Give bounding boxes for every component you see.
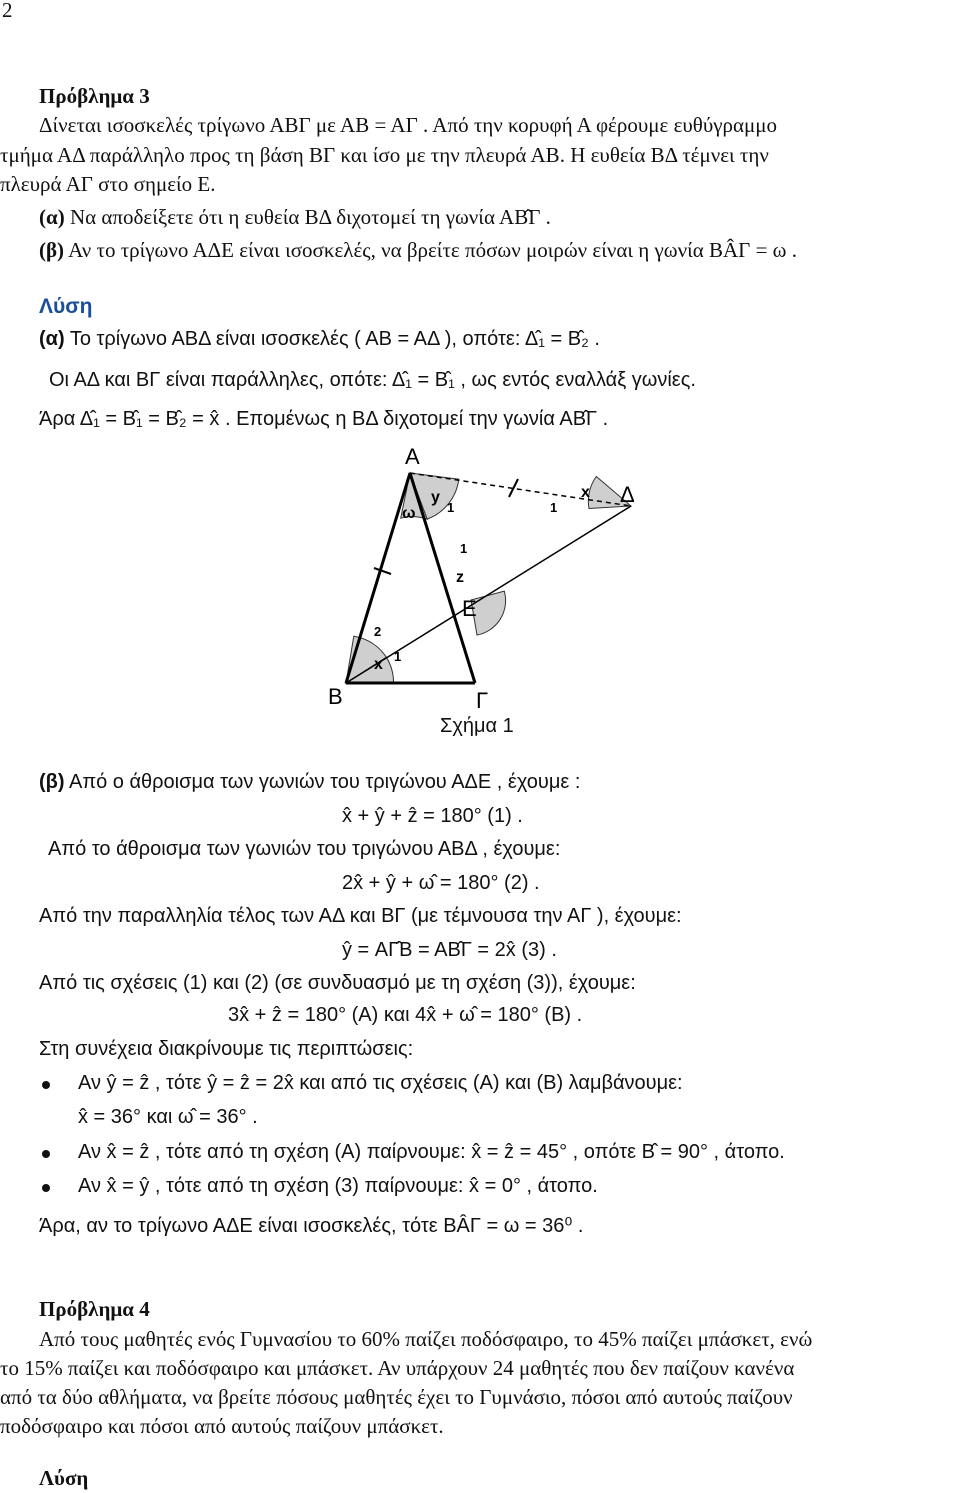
figure-caption: Σχήμα 1 xyxy=(440,715,514,737)
angle-label-1-a: 1 xyxy=(447,500,455,515)
solution-b-line-3: Από το άθροισμα των γωνιών του τριγώνου ΑΒΔ , έχουμε: xyxy=(48,838,561,860)
tick-mark-ab xyxy=(374,568,391,574)
angle-label-y: y xyxy=(431,489,440,506)
case-2: Αν x̂ = ẑ , τότε από τη σχέση (Α) παίρνουμε: x̂ = ẑ = 45° , οπότε Β̂ = 90° , άτοπο. xyxy=(78,1141,785,1163)
problem-3-part-a xyxy=(39,204,551,230)
bullet-3 xyxy=(42,1184,50,1192)
angle-label-2-b: 2 xyxy=(374,624,382,639)
figure-triangle-diagram xyxy=(310,440,670,720)
solution-a-label: (α) xyxy=(39,328,65,350)
page-number: 2 xyxy=(2,0,13,22)
solution-a-line-1 xyxy=(39,328,600,351)
angle-label-x-b: x xyxy=(374,656,383,673)
case-1: Αν ŷ = ẑ , τότε ŷ = ẑ = 2x̂ και από τις σχέσεις (Α) και (Β) λαμβάνουμε: xyxy=(78,1072,683,1094)
vertex-label-d: Δ xyxy=(620,482,635,507)
solution-b-line-1 xyxy=(39,771,580,794)
vertex-label-b: Β xyxy=(328,684,343,709)
problem-3-line-2: τμήμα ΑΔ παράλληλο προς τη βάση ΒΓ και ίσο με την πλευρά ΑΒ. Η ευθεία ΒΔ τέμνει την xyxy=(0,143,769,167)
solution-b-label: (β) xyxy=(39,771,65,793)
solution-b-line-7: Από τις σχέσεις (1) και (2) (σε συνδυασμό με τη σχέση (3)), έχουμε: xyxy=(39,972,636,994)
angle-label-1-b: 1 xyxy=(394,649,402,664)
vertex-label-e: Ε xyxy=(462,596,477,621)
vertex-label-g: Γ xyxy=(476,688,489,713)
solution-a-text: Το τρίγωνο ΑΒΔ είναι ισοσκελές ( ΑΒ = ΑΔ ), οπότε: Δ̂₁ = Β̂₂ . xyxy=(69,328,600,350)
equation-1: x̂ + ŷ + ẑ = 180° (1) . xyxy=(342,805,523,827)
bullet-2 xyxy=(42,1150,50,1158)
problem-3-line-1: Δίνεται ισοσκελές τρίγωνο ΑΒΓ με ΑΒ = ΑΓ . Από την κορυφή Α φέρουμε ευθύγραμμο xyxy=(39,113,778,137)
problem-4-line-1: Από τους μαθητές ενός Γυμνασίου το 60% παίζει ποδόσφαιρο, το 45% παίζει μπάσκετ, ενώ xyxy=(39,1327,813,1351)
angle-label-z: z xyxy=(456,569,464,586)
problem-4-line-2: το 15% παίζει και ποδόσφαιρο και μπάσκετ. Αν υπάρχουν 24 μαθητές που δεν παίζουν κανένα xyxy=(0,1356,795,1380)
part-a-label: (α) xyxy=(39,205,65,229)
part-b-text: Αν το τρίγωνο ΑΔΕ είναι ισοσκελές, να βρείτε πόσων μοιρών είναι η γωνία ΒÂΓ = ω . xyxy=(68,238,797,262)
equation-2: 2x̂ + ŷ + ω̂ = 180° (2) . xyxy=(342,872,540,894)
problem-4-title: Πρόβλημα 4 xyxy=(39,1297,150,1321)
solution-a-line-2: Οι ΑΔ και ΒΓ είναι παράλληλες, οπότε: Δ̂₁ = Β̂₁ , ως εντός εναλλάξ γωνίες. xyxy=(49,369,696,391)
angle-label-x-d: x xyxy=(581,484,590,501)
part-b-label: (β) xyxy=(39,238,65,262)
angle-label-omega: ω xyxy=(402,505,416,522)
solution-b-line-9: Στη συνέχεια διακρίνουμε τις περιπτώσεις: xyxy=(39,1038,414,1060)
problem-4-line-3: από τα δύο αθλήματα, να βρείτε πόσους μαθητές έχει το Γυμνάσιο, πόσοι από αυτούς παίζουν xyxy=(0,1385,793,1409)
solution-3-title: Λύση xyxy=(39,295,93,318)
case-3: Αν x̂ = ŷ , τότε από τη σχέση (3) παίρνουμε: x̂ = 0° , άτοπο. xyxy=(78,1175,598,1197)
problem-4-solution-title: Λύση xyxy=(39,1466,89,1490)
segment-bd xyxy=(346,506,631,683)
solution-a-line-3: Άρα Δ̂₁ = Β̂₁ = Β̂₂ = x̂ . Επομένως η ΒΔ διχοτομεί την γωνία ΑΒ̂Γ . xyxy=(39,408,609,430)
equations-a-b: 3x̂ + ẑ = 180° (Α) και 4x̂ + ω̂ = 180° (Β) . xyxy=(228,1004,583,1026)
part-a-text: Να αποδείξετε ότι η ευθεία ΒΔ διχοτομεί τη γωνία ΑΒ̂Γ . xyxy=(69,205,551,229)
equation-3: ŷ = ΑΓ̂Β = ΑΒ̂Γ = 2x̂ (3) . xyxy=(342,939,557,961)
problem-4-line-4: ποδόσφαιρο και πόσοι από αυτούς παίζουν μπάσκετ. xyxy=(0,1414,444,1438)
bullet-1 xyxy=(42,1081,50,1089)
conclusion: Άρα, αν το τρίγωνο ΑΔΕ είναι ισοσκελές, τότε ΒÂΓ = ω = 36⁰ . xyxy=(39,1215,584,1237)
case-1-result: x̂ = 36° και ω̂ = 36° . xyxy=(78,1106,258,1128)
problem-3-part-b xyxy=(39,237,797,263)
vertex-label-a: Α xyxy=(405,444,420,469)
problem-3-title: Πρόβλημα 3 xyxy=(39,84,150,108)
problem-3-line-3: πλευρά ΑΓ στο σημείο Ε. xyxy=(0,172,216,196)
angle-label-1-e: 1 xyxy=(460,541,468,556)
angle-label-1-d: 1 xyxy=(550,500,558,515)
solution-b-line-5: Από την παραλληλία τέλος των ΑΔ και ΒΓ (με τέμνουσα την ΑΓ ), έχουμε: xyxy=(39,905,682,927)
solution-b-text-1: Από ο άθροισμα των γωνιών του τριγώνου ΑΔΕ , έχουμε : xyxy=(68,771,581,793)
